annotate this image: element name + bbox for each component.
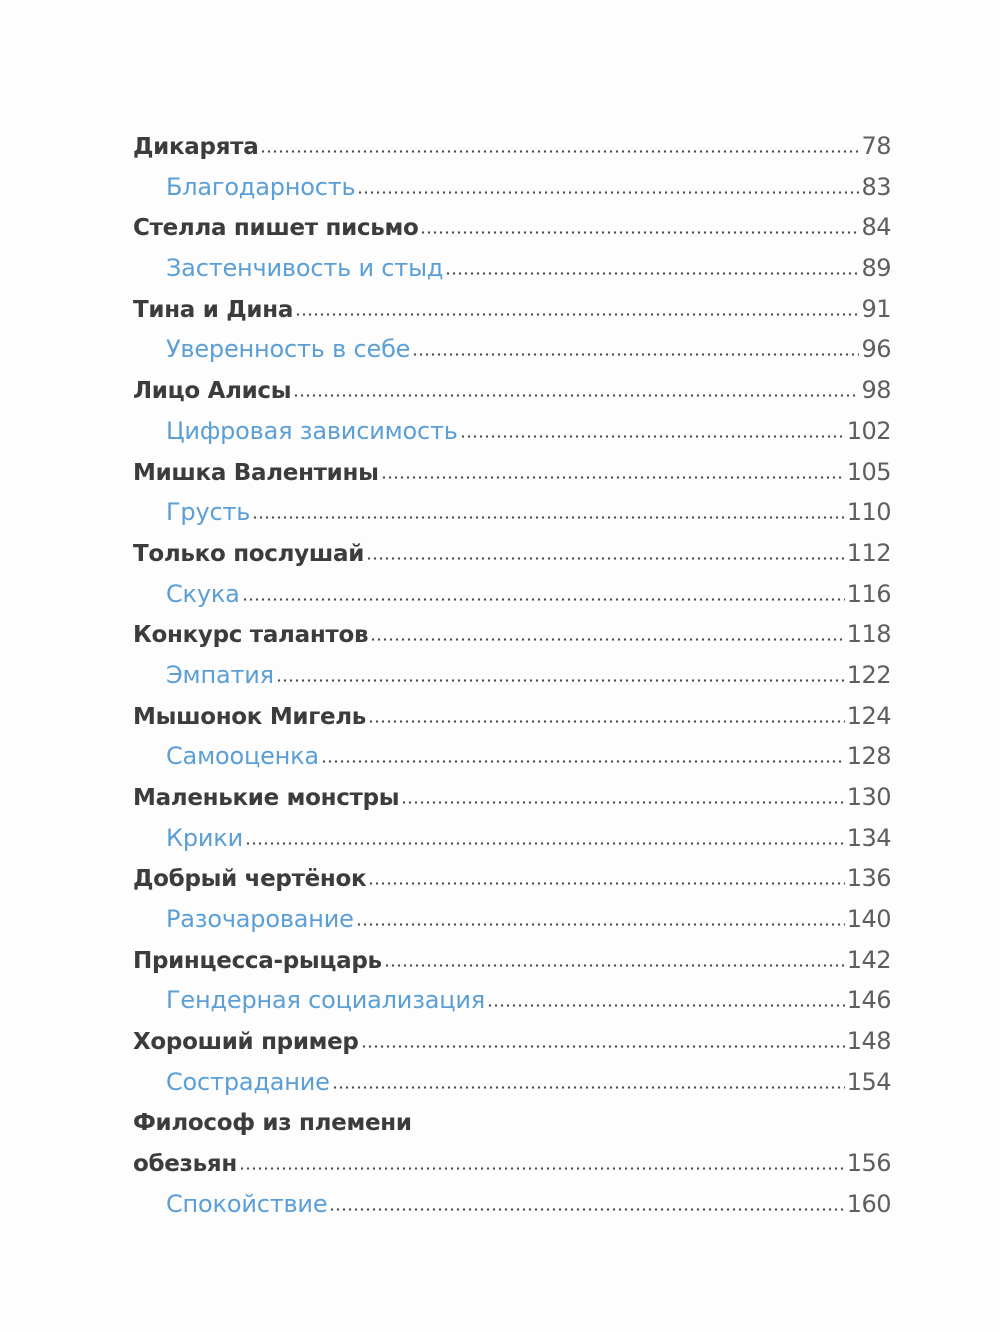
chapter-title: Лицо Алисы — [133, 378, 292, 405]
dot-leader — [357, 191, 859, 194]
toc-entry-chapter[interactable] — [133, 289, 891, 330]
dot-leader — [252, 516, 844, 519]
chapter-title-line-1: Философ из племени — [133, 1109, 412, 1136]
dot-leader — [260, 150, 859, 153]
dot-leader — [381, 476, 845, 479]
page-number: 116 — [846, 579, 891, 608]
toc-entry-topic[interactable] — [133, 329, 891, 370]
chapter-title: Стелла пишет письмо — [133, 215, 419, 242]
chapter-title: Добрый чертёнок — [133, 866, 367, 893]
topic-title: Цифровая зависимость — [166, 416, 458, 445]
page-number: 156 — [846, 1149, 891, 1178]
chapter-title: Тина и Дина — [133, 296, 294, 323]
page-number: 142 — [846, 945, 891, 974]
toc-entry-chapter[interactable] — [133, 533, 891, 574]
dot-leader — [366, 557, 845, 560]
topic-title: Сострадание — [166, 1067, 330, 1096]
topic-title: Грусть — [166, 498, 251, 527]
toc-entry-topic[interactable] — [133, 492, 891, 533]
chapter-title: Хороший пример — [133, 1029, 359, 1056]
page-number: 91 — [861, 294, 891, 323]
toc-entry-topic[interactable] — [133, 167, 891, 208]
toc-entry-topic[interactable] — [133, 818, 891, 859]
toc-entry-chapter[interactable] — [133, 940, 891, 981]
dot-leader — [242, 598, 845, 601]
dot-leader — [356, 923, 845, 926]
dot-leader — [245, 842, 845, 845]
dot-leader — [368, 882, 844, 885]
toc-entry-topic[interactable] — [133, 248, 891, 289]
topic-title: Гендерная социализация — [166, 986, 486, 1015]
toc-entry-topic[interactable] — [133, 899, 891, 940]
page-number: 112 — [846, 538, 891, 567]
dot-leader — [361, 1045, 845, 1048]
dot-leader — [293, 394, 859, 397]
toc-entry-chapter[interactable] — [133, 614, 891, 655]
chapter-title-line-1-row — [133, 1103, 891, 1144]
toc-entry-topic[interactable] — [133, 411, 891, 452]
toc-entry-topic[interactable] — [133, 736, 891, 777]
dot-leader — [329, 1208, 844, 1211]
topic-title: Спокойствие — [166, 1189, 328, 1218]
toc-entry-topic[interactable] — [133, 655, 891, 696]
page-number: 124 — [846, 701, 891, 730]
toc-entry-chapter[interactable] — [133, 207, 891, 248]
dot-leader — [368, 720, 845, 723]
chapter-title: Только послушай — [133, 540, 365, 567]
table-of-contents — [133, 126, 891, 1225]
page-number: 148 — [846, 1027, 891, 1056]
page-number: 78 — [861, 132, 891, 160]
toc-entry-topic[interactable] — [133, 574, 891, 615]
page-number: 83 — [861, 172, 891, 201]
page-number: 105 — [846, 457, 891, 486]
dot-leader — [420, 231, 859, 234]
page-number: 154 — [846, 1067, 891, 1096]
chapter-title: Мышонок Мигель — [133, 703, 367, 730]
chapter-title: Маленькие монстры — [133, 785, 400, 811]
page-number: 134 — [846, 823, 891, 852]
chapter-title: Принцесса-рыцарь — [133, 947, 382, 974]
topic-title: Уверенность в себе — [166, 335, 411, 364]
toc-entry-chapter[interactable] — [133, 777, 891, 818]
page-number: 136 — [846, 864, 891, 893]
chapter-title-line-2-row — [133, 1143, 891, 1184]
dot-leader — [412, 353, 859, 356]
dot-leader — [370, 638, 844, 641]
topic-title: Эмпатия — [166, 660, 274, 689]
dot-leader — [460, 435, 845, 438]
topic-title: Разочарование — [166, 905, 354, 934]
toc-entry-chapter[interactable] — [133, 370, 891, 411]
page-number: 122 — [846, 660, 891, 689]
chapter-title-line-2: обезьян — [133, 1151, 237, 1178]
page-number: 118 — [846, 620, 891, 649]
page-number: 130 — [846, 783, 891, 811]
topic-title: Самооценка — [166, 742, 319, 771]
page-number: 146 — [846, 986, 891, 1015]
toc-entry-topic[interactable] — [133, 1184, 891, 1225]
dot-leader — [295, 313, 859, 316]
toc-entry-chapter[interactable] — [133, 452, 891, 493]
dot-leader — [276, 679, 845, 682]
dot-leader — [321, 760, 845, 763]
page-number: 160 — [846, 1189, 891, 1218]
dot-leader — [487, 1004, 845, 1007]
page-number: 96 — [861, 335, 891, 364]
toc-entry-chapter[interactable] — [133, 858, 891, 899]
toc-entry-chapter[interactable] — [133, 126, 891, 167]
dot-leader — [384, 964, 845, 967]
page-number: 84 — [861, 213, 891, 242]
dot-leader — [445, 272, 859, 275]
topic-title: Крики — [166, 823, 243, 852]
toc-entry-topic[interactable] — [133, 1062, 891, 1103]
chapter-title: Конкурс талантов — [133, 622, 369, 649]
page-number: 128 — [846, 742, 891, 771]
chapter-title: Мишка Валентины — [133, 459, 379, 486]
topic-title: Благодарность — [166, 172, 356, 201]
toc-entry-chapter[interactable] — [133, 696, 891, 737]
dot-leader — [332, 1086, 845, 1089]
page-number: 89 — [861, 254, 891, 283]
toc-entry-chapter[interactable] — [133, 1021, 891, 1062]
chapter-title: Дикарята — [133, 134, 259, 160]
toc-entry-chapter-multiline[interactable] — [133, 1103, 891, 1184]
dot-leader — [239, 1167, 845, 1170]
dot-leader — [401, 801, 844, 804]
page-number: 110 — [846, 498, 891, 527]
toc-entry-topic[interactable] — [133, 980, 891, 1021]
page-number: 140 — [846, 905, 891, 934]
page-number: 98 — [861, 376, 891, 405]
topic-title: Скука — [166, 579, 240, 608]
topic-title: Застенчивость и стыд — [166, 254, 444, 283]
page-number: 102 — [846, 416, 891, 445]
